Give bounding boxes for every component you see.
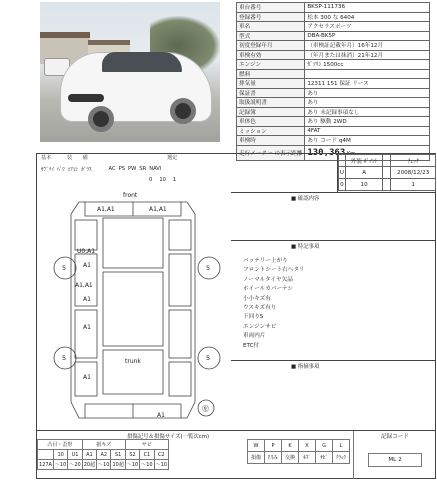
note-item: フロントシート右ヘタリ xyxy=(243,267,305,274)
legend-val: 127A xyxy=(39,461,52,468)
option: PS xyxy=(118,166,126,172)
mileage-label: 走行メーター の表示距離 xyxy=(237,145,305,160)
spec-key: 排気量 xyxy=(237,79,305,89)
notes-list xyxy=(243,257,305,351)
legend-val: ～10 xyxy=(140,460,154,470)
spec-value: 4FAT xyxy=(305,126,430,136)
section-confirm-title: ■ 確認内容 xyxy=(291,196,320,202)
car-photo xyxy=(40,2,220,142)
grade-date: 2008/12/23 xyxy=(391,167,436,179)
damage-diagram xyxy=(37,190,231,430)
spec-table xyxy=(236,2,430,161)
tyre-label: 5 xyxy=(206,264,211,272)
spec-row xyxy=(237,136,430,146)
wpk-sub: ｷｽﾞ xyxy=(299,452,316,464)
wpk-h: P xyxy=(265,440,282,452)
car-window-shape xyxy=(102,52,182,72)
spec-row xyxy=(237,12,430,22)
damage-label: A1,A1 xyxy=(97,206,115,213)
damage-label: A1,A1 xyxy=(149,206,167,213)
spec-key: 記録簿 xyxy=(237,107,305,117)
legend-val: ～10 xyxy=(125,460,139,470)
grade-n3: 1 xyxy=(391,179,436,191)
header-soubi-label: 装 備 xyxy=(67,155,88,161)
legend-sub: C1 xyxy=(140,450,154,460)
wpk-sub: ｻﾋﾞ xyxy=(316,452,333,464)
option-value: 0 xyxy=(149,177,153,183)
spec-row xyxy=(237,22,430,32)
damage-label: U0,A1 xyxy=(77,248,96,255)
legend-h: 損キズ xyxy=(82,440,125,450)
section-points xyxy=(231,360,436,430)
options-values xyxy=(149,177,176,183)
note-item: バッテリー上がり xyxy=(243,258,288,264)
spec-row xyxy=(237,98,430,108)
option-value: 10 xyxy=(159,177,166,183)
spec-value: DBA-BK5P xyxy=(305,31,430,41)
spec-key: 車名 xyxy=(237,22,305,32)
wpk-h: X xyxy=(299,440,316,452)
stamp-icon: ㊧ xyxy=(202,405,209,413)
wpk-sub: 損傷 xyxy=(248,452,265,464)
spec-key: 燃料 xyxy=(237,69,305,79)
spec-value: BK5P-111736 xyxy=(305,3,430,13)
wheel-shape xyxy=(88,106,114,132)
damage-label: A1,A1 xyxy=(75,282,93,289)
spec-value: あり xyxy=(305,98,430,108)
damage-label: A1 xyxy=(83,324,91,331)
note-item: 小小キズ有 xyxy=(243,295,271,302)
spec-value: ｶﾞｿﾘﾝ 1500cc xyxy=(305,60,430,70)
note-item: 車両内片 xyxy=(243,333,266,340)
spec-row xyxy=(237,69,430,79)
wpk-table xyxy=(247,439,350,464)
damage-label: A1 xyxy=(83,374,91,381)
grade-n1: 0 xyxy=(339,179,346,191)
option: NAVI xyxy=(149,166,162,172)
spec-value: （年月または抹消）21年12月 xyxy=(305,50,430,60)
mileage-unit: Km xyxy=(347,150,356,157)
legend-val: ～10 xyxy=(154,460,168,470)
mileage-value: 130,363 xyxy=(307,147,346,158)
grade-a: A xyxy=(345,167,383,179)
spec-value: あり xyxy=(305,88,430,98)
option: ｶﾞﾗｽ xyxy=(81,167,92,173)
note-item: ETC付 xyxy=(243,342,260,349)
legend-title: 損傷記号＆損傷サイズ(一覧次cm) xyxy=(127,434,210,440)
spec-value: 12311 151 保証 リース xyxy=(305,79,430,89)
car-grille-shape xyxy=(68,94,104,102)
spec-value: あり コード q4M xyxy=(305,136,430,146)
grade-n2: 10 xyxy=(345,179,383,191)
spec-key: 車検有効 xyxy=(237,50,305,60)
spec-key: 型式 xyxy=(237,31,305,41)
legend-sub: S2 xyxy=(125,450,139,460)
spec-row xyxy=(237,126,430,136)
spec-key: 車台番号 xyxy=(237,3,305,13)
damage-label: A1 xyxy=(83,262,91,269)
spec-key: 初度登録年月 xyxy=(237,41,305,51)
header-kihon: 基本 xyxy=(41,155,52,161)
spec-key: 車検時 xyxy=(237,136,305,146)
option: ﾊﾟﾜ xyxy=(56,167,65,173)
wpk-h: W xyxy=(248,440,265,452)
grade-header-check: ﾁｪｯｸ xyxy=(391,155,436,167)
spec-key: 保証書 xyxy=(237,88,305,98)
spec-row xyxy=(237,31,430,41)
spec-value: 松本 300 な 6404 xyxy=(305,12,430,22)
note-item: ホイールカバーナシ xyxy=(243,286,294,293)
spec-value: あり 駆動 2WD xyxy=(305,117,430,127)
legend-val: ～20 xyxy=(68,460,82,470)
grade-header-1 xyxy=(339,155,346,167)
legend-h: 凸目・歪形 xyxy=(38,440,83,450)
wheel-shape xyxy=(170,98,196,124)
legend-val: 20超 xyxy=(82,460,96,470)
record-code-value: ML 2 xyxy=(368,453,422,467)
legend-sub: A2 xyxy=(97,450,111,460)
option: ｻﾌﾞﾗｲ xyxy=(41,167,54,173)
wpk-h: K xyxy=(282,440,299,452)
wpk-sub: 凹み xyxy=(265,452,282,464)
spec-row xyxy=(237,50,430,60)
grade-box xyxy=(337,154,436,192)
spec-key: 車体色 xyxy=(237,117,305,127)
car-outline-svg xyxy=(37,190,231,430)
section-confirm xyxy=(231,192,436,240)
front-label: front xyxy=(123,192,138,199)
spec-key: ミッション xyxy=(237,126,305,136)
spec-row xyxy=(237,88,430,98)
tyre-label: 5 xyxy=(62,264,67,272)
legend-val: ～10 xyxy=(97,460,111,470)
note-item: 下回りS xyxy=(243,314,264,321)
record-code-title: 記録コード xyxy=(381,434,409,440)
damage-label: A1 xyxy=(83,296,91,303)
note-item: ノーマルタイヤ欠品 xyxy=(243,276,293,283)
spec-value: アクセラスポーツ xyxy=(305,22,430,32)
legend-sub: C2 xyxy=(154,450,168,460)
wpk-h: L xyxy=(333,440,350,452)
note-item: ウスキズ有り xyxy=(243,305,277,312)
record-code-box xyxy=(353,431,436,479)
wpk-sub: ｸﾗｯｸ xyxy=(333,452,350,464)
grade-u: U xyxy=(339,167,346,179)
spec-row xyxy=(237,79,430,89)
legend-sub: 10 xyxy=(53,450,67,460)
trunk-label: trunk xyxy=(125,358,141,365)
damage-label: A1 xyxy=(157,412,165,419)
grade-header-kaito: 外装 ﾎﾟｲﾝﾄ xyxy=(345,155,383,167)
option: AC xyxy=(108,166,116,172)
spec-key: エンジン xyxy=(237,60,305,70)
legend-val: ～10 xyxy=(53,460,67,470)
spec-key: 登録番号 xyxy=(237,12,305,22)
spec-value: （車検証記載年月）16年12月 xyxy=(305,41,430,51)
spec-row xyxy=(237,41,430,51)
spec-value xyxy=(305,69,430,79)
note-item: エンジンサビ xyxy=(243,323,277,330)
legend-sub: A1 xyxy=(82,450,96,460)
legend-h: サビ xyxy=(125,440,168,450)
legend-sub: S1 xyxy=(111,450,125,460)
wpk-sub: 交換 xyxy=(282,452,299,464)
spec-key: 取扱説明書 xyxy=(237,98,305,108)
header-sentei: 選定 xyxy=(167,155,178,161)
spec-row xyxy=(237,117,430,127)
option: SR xyxy=(139,166,147,172)
section-notes-title: ■ 特記事項 xyxy=(291,244,320,250)
spec-row xyxy=(237,107,430,117)
spec-value: あり 未記録事項なし xyxy=(305,107,430,117)
option: ｴｱｺﾝ xyxy=(67,167,79,173)
wpk-h: G xyxy=(316,440,333,452)
options-row xyxy=(41,166,161,173)
tyre-label: 5 xyxy=(206,354,211,362)
legend-area xyxy=(37,430,436,479)
option: PW xyxy=(128,166,137,172)
legend-val: 10超 xyxy=(111,460,125,470)
spec-row xyxy=(237,3,430,13)
legend-sub: U1 xyxy=(68,450,82,460)
spec-row xyxy=(237,60,430,70)
legend-table xyxy=(37,439,169,470)
section-points-title: ■ 指摘事項 xyxy=(291,364,320,370)
option-value: 1 xyxy=(172,177,177,183)
tyre-label: 5 xyxy=(62,354,67,362)
